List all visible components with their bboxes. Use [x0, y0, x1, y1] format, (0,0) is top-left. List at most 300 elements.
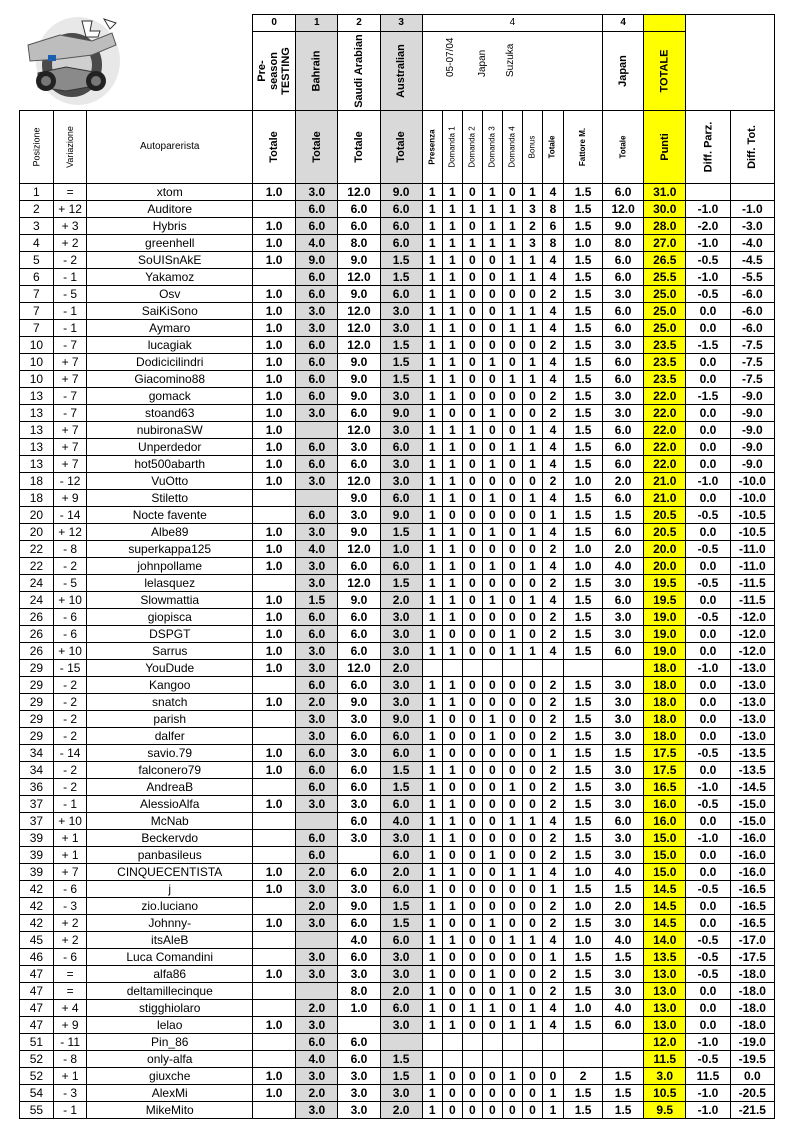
cell-pos: 20 [20, 524, 54, 541]
col-totale-japan: Totale [603, 111, 644, 184]
cell-fattore: 1.5 [564, 456, 603, 473]
cell-fattore: 1.5 [564, 201, 603, 218]
cell-tot2: 1.0 [338, 1000, 380, 1017]
standings-rows [20, 184, 775, 1119]
cell-tot4: 4 [542, 371, 563, 388]
cell-var: - 1 [53, 320, 87, 337]
cell-var: - 7 [53, 405, 87, 422]
cell-difftot: -21.5 [730, 1102, 774, 1119]
cell-diffparz: 0.0 [686, 354, 730, 371]
cell-presenza: 1 [422, 881, 442, 898]
cell-pos: 52 [20, 1068, 54, 1085]
cell-difftot: -10.5 [730, 524, 774, 541]
cell-name: lelasquez [87, 575, 253, 592]
cell-tot1: 3.0 [296, 966, 338, 983]
cell-difftot: -12.0 [730, 643, 774, 660]
cell-var: - 1 [53, 269, 87, 286]
cell-fattore: 1.5 [564, 813, 603, 830]
round-1: 1 [296, 15, 338, 32]
cell-d3: 0 [482, 1102, 502, 1119]
cell-diffparz: -0.5 [686, 575, 730, 592]
header-column-row [20, 111, 775, 184]
cell-bonus: 1 [522, 439, 542, 456]
cell-d1: 1 [442, 371, 462, 388]
round-3: 3 [380, 15, 422, 32]
cell-tot3: 3.0 [380, 949, 422, 966]
cell-d4: 1 [502, 235, 522, 252]
cell-pos: 42 [20, 898, 54, 915]
cell-tot0: 1.0 [253, 252, 296, 269]
cell-d3: 0 [482, 626, 502, 643]
cell-japan: 1.5 [603, 949, 644, 966]
cell-diffparz: 0.0 [686, 626, 730, 643]
cell-d2: 0 [462, 456, 482, 473]
cell-tot4: 4 [542, 490, 563, 507]
table-row [20, 643, 775, 660]
table-row [20, 932, 775, 949]
cell-name: only-alfa [87, 1051, 253, 1068]
table-row [20, 439, 775, 456]
cell-tot1: 2.0 [296, 1000, 338, 1017]
cell-japan: 3.0 [603, 694, 644, 711]
table-row [20, 388, 775, 405]
cell-d3: 1 [482, 201, 502, 218]
table-row [20, 184, 775, 201]
cell-name: Beckervdo [87, 830, 253, 847]
cell-d1: 1 [442, 694, 462, 711]
cell-fattore: 1.5 [564, 184, 603, 201]
cell-d4 [502, 660, 522, 677]
cell-tot3: 1.5 [380, 1068, 422, 1085]
cell-d3: 0 [482, 1085, 502, 1102]
cell-pos: 13 [20, 405, 54, 422]
round-total [644, 15, 686, 32]
cell-difftot: -9.0 [730, 422, 774, 439]
col-domanda3: Domanda 3 [482, 111, 502, 184]
cell-presenza: 1 [422, 1000, 442, 1017]
cell-difftot: -13.0 [730, 711, 774, 728]
cell-punti: 19.0 [644, 609, 686, 626]
cell-tot3: 3.0 [380, 966, 422, 983]
cell-pos: 5 [20, 252, 54, 269]
cell-tot0 [253, 1034, 296, 1051]
cell-punti: 18.0 [644, 728, 686, 745]
cell-d4: 0 [502, 524, 522, 541]
cell-tot3: 2.0 [380, 1102, 422, 1119]
cell-d2: 0 [462, 1085, 482, 1102]
cell-tot0: 1.0 [253, 626, 296, 643]
cell-punti: 19.5 [644, 592, 686, 609]
cell-presenza: 1 [422, 830, 442, 847]
cell-tot3: 6.0 [380, 728, 422, 745]
cell-japan: 6.0 [603, 643, 644, 660]
cell-fattore: 1.5 [564, 983, 603, 1000]
cell-d3: 0 [482, 575, 502, 592]
cell-japan: 6.0 [603, 524, 644, 541]
cell-name: AlexMi [87, 1085, 253, 1102]
cell-tot0: 1.0 [253, 405, 296, 422]
cell-d3: 0 [482, 337, 502, 354]
cell-d1: 0 [442, 405, 462, 422]
cell-japan: 3.0 [603, 575, 644, 592]
cell-name: Dodicicilindri [87, 354, 253, 371]
cell-tot3: 1.5 [380, 762, 422, 779]
cell-presenza: 1 [422, 1085, 442, 1102]
cell-pos: 26 [20, 643, 54, 660]
cell-var: - 2 [53, 779, 87, 796]
cell-difftot: 0.0 [730, 1068, 774, 1085]
cell-tot0: 1.0 [253, 694, 296, 711]
cell-difftot: -7.5 [730, 371, 774, 388]
cell-punti: 16.0 [644, 796, 686, 813]
cell-difftot: -16.0 [730, 864, 774, 881]
cell-bonus: 1 [522, 354, 542, 371]
cell-bonus: 1 [522, 643, 542, 660]
cell-tot0 [253, 830, 296, 847]
cell-d2: 0 [462, 983, 482, 1000]
cell-bonus: 3 [522, 235, 542, 252]
cell-tot4: 1 [542, 507, 563, 524]
cell-d1: 0 [442, 983, 462, 1000]
cell-d3: 0 [482, 473, 502, 490]
cell-d4: 1 [502, 1017, 522, 1034]
cell-d2: 0 [462, 575, 482, 592]
cell-tot2: 12.0 [338, 473, 380, 490]
cell-bonus: 0 [522, 405, 542, 422]
cell-pos: 37 [20, 796, 54, 813]
cell-d1: 1 [442, 473, 462, 490]
cell-fattore: 1.5 [564, 762, 603, 779]
cell-punti: 22.0 [644, 422, 686, 439]
cell-pos: 6 [20, 269, 54, 286]
cell-name: MikeMito [87, 1102, 253, 1119]
table-row [20, 677, 775, 694]
cell-tot2: 3.0 [338, 796, 380, 813]
cell-punti: 13.0 [644, 966, 686, 983]
cell-var: - 5 [53, 575, 87, 592]
cell-d4: 0 [502, 728, 522, 745]
cell-name: Yakamoz [87, 269, 253, 286]
cell-japan: 8.0 [603, 235, 644, 252]
cell-tot2: 9.0 [338, 371, 380, 388]
cell-d3: 1 [482, 456, 502, 473]
cell-diffparz: 0.0 [686, 728, 730, 745]
cell-bonus: 0 [522, 1102, 542, 1119]
cell-d3: 0 [482, 898, 502, 915]
table-row [20, 456, 775, 473]
cell-d4: 1 [502, 201, 522, 218]
table-row [20, 218, 775, 235]
cell-tot1: 2.0 [296, 864, 338, 881]
cell-d4: 1 [502, 983, 522, 1000]
cell-pos: 13 [20, 456, 54, 473]
cell-difftot: -16.0 [730, 830, 774, 847]
cell-name: Slowmattia [87, 592, 253, 609]
cell-tot1: 3.0 [296, 405, 338, 422]
cell-difftot: -6.0 [730, 286, 774, 303]
cell-bonus: 0 [522, 626, 542, 643]
cell-japan: 1.5 [603, 1102, 644, 1119]
cell-d4 [502, 1034, 522, 1051]
cell-d3: 1 [482, 218, 502, 235]
cell-var: + 3 [53, 218, 87, 235]
cell-japan: 6.0 [603, 184, 644, 201]
cell-tot3: 3.0 [380, 303, 422, 320]
cell-difftot: -18.0 [730, 1000, 774, 1017]
cell-d4: 0 [502, 847, 522, 864]
cell-d3: 1 [482, 405, 502, 422]
cell-d2: 0 [462, 677, 482, 694]
cell-d2: 0 [462, 626, 482, 643]
cell-d1: 1 [442, 609, 462, 626]
cell-tot0: 1.0 [253, 541, 296, 558]
cell-tot0: 1.0 [253, 184, 296, 201]
cell-d2: 0 [462, 405, 482, 422]
cell-tot2: 9.0 [338, 388, 380, 405]
cell-japan: 6.0 [603, 456, 644, 473]
cell-bonus: 0 [522, 983, 542, 1000]
cell-var: - 2 [53, 711, 87, 728]
cell-bonus [522, 1034, 542, 1051]
cell-pos: 3 [20, 218, 54, 235]
cell-fattore: 1.5 [564, 966, 603, 983]
cell-tot0: 1.0 [253, 235, 296, 252]
cell-tot3: 3.0 [380, 626, 422, 643]
cell-d2: 0 [462, 473, 482, 490]
cell-d3: 0 [482, 252, 502, 269]
cell-d2: 0 [462, 490, 482, 507]
table-row [20, 796, 775, 813]
cell-tot1: 6.0 [296, 269, 338, 286]
cell-d3 [482, 660, 502, 677]
cell-tot4: 4 [542, 813, 563, 830]
cell-d2: 1 [462, 1000, 482, 1017]
cell-d1: 0 [442, 728, 462, 745]
cell-d1: 0 [442, 1085, 462, 1102]
cell-pos: 29 [20, 677, 54, 694]
cell-tot2: 6.0 [338, 949, 380, 966]
cell-d4: 1 [502, 252, 522, 269]
cell-presenza: 1 [422, 898, 442, 915]
cell-difftot: -13.0 [730, 677, 774, 694]
cell-bonus: 1 [522, 813, 542, 830]
cell-tot0 [253, 490, 296, 507]
cell-tot3: 1.5 [380, 354, 422, 371]
cell-var: - 14 [53, 745, 87, 762]
cell-var: - 2 [53, 728, 87, 745]
cell-diffparz: -1.0 [686, 269, 730, 286]
cell-d4: 1 [502, 303, 522, 320]
cell-tot1: 4.0 [296, 541, 338, 558]
cell-tot3: 2.0 [380, 983, 422, 1000]
cell-difftot: -7.5 [730, 354, 774, 371]
cell-d4: 0 [502, 677, 522, 694]
cell-tot4: 4 [542, 439, 563, 456]
cell-diffparz: -0.5 [686, 1051, 730, 1068]
cell-diffparz: 11.5 [686, 1068, 730, 1085]
cell-tot3: 3.0 [380, 677, 422, 694]
cell-tot3: 6.0 [380, 490, 422, 507]
cell-var: + 7 [53, 422, 87, 439]
cell-tot0: 1.0 [253, 966, 296, 983]
cell-name: SoUISnAkE [87, 252, 253, 269]
cell-diffparz: -1.0 [686, 830, 730, 847]
cell-bonus: 1 [522, 592, 542, 609]
cell-tot4: 2 [542, 626, 563, 643]
cell-name: Johnny- [87, 915, 253, 932]
cell-tot4: 1 [542, 1102, 563, 1119]
cell-pos: 34 [20, 745, 54, 762]
cell-punti: 13.5 [644, 949, 686, 966]
cell-d4: 0 [502, 592, 522, 609]
cell-d3: 0 [482, 320, 502, 337]
cell-fattore: 1.5 [564, 507, 603, 524]
col-totale-3: Totale [380, 111, 422, 184]
cell-d3: 0 [482, 422, 502, 439]
cell-difftot: -19.0 [730, 1034, 774, 1051]
cell-presenza: 1 [422, 643, 442, 660]
cell-tot1: 6.0 [296, 847, 338, 864]
cell-name: itsAleB [87, 932, 253, 949]
cell-tot2: 6.0 [338, 456, 380, 473]
cell-d1: 0 [442, 1102, 462, 1119]
cell-d2: 0 [462, 524, 482, 541]
cell-tot4 [542, 660, 563, 677]
cell-var: + 1 [53, 1068, 87, 1085]
cell-var: - 11 [53, 1034, 87, 1051]
cell-tot0: 1.0 [253, 473, 296, 490]
cell-presenza: 1 [422, 711, 442, 728]
cell-difftot [730, 184, 774, 201]
cell-bonus: 1 [522, 490, 542, 507]
cell-diffparz: 0.0 [686, 813, 730, 830]
cell-d1: 1 [442, 677, 462, 694]
cell-fattore: 1.5 [564, 269, 603, 286]
cell-tot4: 2 [542, 677, 563, 694]
cell-var: - 1 [53, 303, 87, 320]
cell-var: - 3 [53, 1085, 87, 1102]
cell-d3: 0 [482, 983, 502, 1000]
cell-japan: 6.0 [603, 490, 644, 507]
cell-tot4: 4 [542, 354, 563, 371]
cell-tot0 [253, 1000, 296, 1017]
cell-d4: 0 [502, 915, 522, 932]
cell-difftot: -13.0 [730, 728, 774, 745]
cell-presenza: 1 [422, 694, 442, 711]
cell-d3: 0 [482, 677, 502, 694]
cell-name: alfa86 [87, 966, 253, 983]
cell-d1: 1 [442, 575, 462, 592]
cell-tot3: 1.5 [380, 269, 422, 286]
cell-d1 [442, 1051, 462, 1068]
cell-d2: 0 [462, 881, 482, 898]
cell-punti: 19.0 [644, 643, 686, 660]
cell-d2: 0 [462, 813, 482, 830]
cell-tot1: 6.0 [296, 371, 338, 388]
cell-tot1: 6.0 [296, 609, 338, 626]
cell-presenza: 1 [422, 201, 442, 218]
cell-tot0: 1.0 [253, 1017, 296, 1034]
cell-tot1: 6.0 [296, 218, 338, 235]
cell-fattore: 1.5 [564, 592, 603, 609]
cell-bonus: 0 [522, 762, 542, 779]
cell-tot1: 3.0 [296, 660, 338, 677]
cell-fattore: 1.5 [564, 337, 603, 354]
cell-bonus: 1 [522, 422, 542, 439]
cell-pos: 7 [20, 303, 54, 320]
cell-diffparz: -1.0 [686, 1034, 730, 1051]
cell-d2: 0 [462, 745, 482, 762]
cell-difftot: -16.5 [730, 881, 774, 898]
cell-difftot: -20.5 [730, 1085, 774, 1102]
cell-difftot: -13.0 [730, 694, 774, 711]
cell-var: - 15 [53, 660, 87, 677]
cell-presenza: 1 [422, 949, 442, 966]
cell-pos: 18 [20, 490, 54, 507]
cell-tot3: 1.5 [380, 1051, 422, 1068]
cell-name: Albe89 [87, 524, 253, 541]
col-punti: Punti [644, 111, 686, 184]
cell-tot3: 2.0 [380, 660, 422, 677]
cell-d3: 1 [482, 711, 502, 728]
cell-japan [603, 1051, 644, 1068]
col-diff-parz: Diff. Parz. [686, 111, 730, 184]
cell-punti: 28.0 [644, 218, 686, 235]
cell-bonus: 0 [522, 541, 542, 558]
cell-presenza: 1 [422, 490, 442, 507]
cell-tot2: 6.0 [338, 1051, 380, 1068]
cell-d3: 0 [482, 371, 502, 388]
cell-fattore: 1.5 [564, 371, 603, 388]
cell-fattore: 1.5 [564, 320, 603, 337]
cell-tot3: 1.5 [380, 915, 422, 932]
cell-var: + 10 [53, 813, 87, 830]
cell-var: - 6 [53, 881, 87, 898]
cell-tot2: 6.0 [338, 779, 380, 796]
table-row [20, 728, 775, 745]
cell-d1: 0 [442, 949, 462, 966]
cell-d4: 0 [502, 473, 522, 490]
cell-fattore: 1.5 [564, 881, 603, 898]
cell-difftot: -9.0 [730, 456, 774, 473]
cell-punti: 16.0 [644, 813, 686, 830]
cell-diffparz: -1.0 [686, 201, 730, 218]
cell-punti: 17.5 [644, 745, 686, 762]
table-row [20, 286, 775, 303]
cell-presenza: 1 [422, 779, 442, 796]
cell-diffparz: -0.5 [686, 609, 730, 626]
cell-diffparz: -0.5 [686, 881, 730, 898]
cell-diffparz: 0.0 [686, 677, 730, 694]
cell-tot0: 1.0 [253, 303, 296, 320]
cell-name: Sarrus [87, 643, 253, 660]
table-row [20, 881, 775, 898]
cell-d4: 1 [502, 218, 522, 235]
cell-diffparz: -0.5 [686, 966, 730, 983]
table-row [20, 558, 775, 575]
cell-tot0 [253, 983, 296, 1000]
cell-presenza: 1 [422, 235, 442, 252]
cell-tot3: 2.0 [380, 864, 422, 881]
cell-diffparz: -0.5 [686, 286, 730, 303]
cell-bonus: 1 [522, 524, 542, 541]
cell-d2 [462, 1051, 482, 1068]
cell-var: + 4 [53, 1000, 87, 1017]
col-domanda2: Domanda 2 [462, 111, 482, 184]
cell-bonus: 1 [522, 456, 542, 473]
cell-bonus: 0 [522, 847, 542, 864]
cell-d4: 1 [502, 1068, 522, 1085]
